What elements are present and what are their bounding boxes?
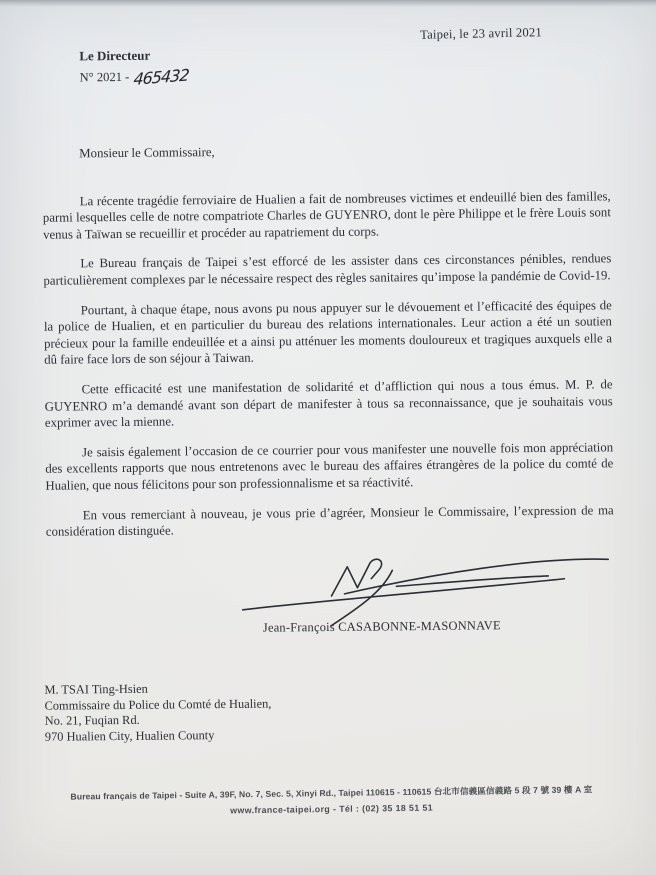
- footer: [23, 783, 639, 819]
- paragraph: Cette efficacité est une manifestation de solidarité et d’affliction qui nous a tous émus. M. P. de GUYENRO m’a demandé avant son départ de manifester à tous sa reconnaissance, que je souhaitais vous exprimer avec la mienne.: [44, 377, 613, 430]
- photo-top-edge: [0, 0, 656, 7]
- reference-number: [79, 65, 190, 89]
- recipient-line: No. 21, Fuqian Rd.: [44, 713, 140, 728]
- reference-prefix: N° 2021 -: [79, 69, 130, 85]
- recipient-line: Commissaire du Police du Comté de Hualien,: [44, 696, 272, 713]
- paragraph: Le Bureau français de Taipei s’est efforcé de les assister dans ces circonstances pénibles, rendues particulièrement complexes par le nécessaire respect des règles sanitaires qu’impose la pandémie de Covid-19.: [43, 251, 612, 288]
- signature-name: Jean-François CASABONNE-MASONNAVE: [262, 618, 501, 635]
- sender-title: Le Directeur: [79, 47, 151, 64]
- paragraph: Pourtant, à chaque étape, nous avons pu nous appuyer sur le dévouement et l’efficacité des équipes de la police de Hualien, et en particulier du bureau des relations internationales. Leur action a été un soutien précieux pour la famille endeuillée et a ainsi pu atténuer les moments douloureux et tragiques auxquels elle a dû faire face lors de son séjour à Taiwan.: [43, 297, 613, 368]
- salutation: Monsieur le Commissaire,: [79, 145, 215, 161]
- letter-body: [42, 140, 614, 553]
- recipient-line: M. TSAI Ting-Hsien: [44, 681, 148, 697]
- footer-address: Bureau français de Taipei - Suite A, 39F, No. 7, Sec. 5, Xinyi Rd., Taipei 110615 - 110615 台北市信義區信義路 5 段 7 號 39 樓 A 室: [70, 784, 593, 802]
- paragraph: En vous remerciant à nouveau, je vous prie d’agréer, Monsieur le Commissaire, l’expression de ma considération distinguée.: [45, 502, 614, 539]
- date-line: Taipei, le 23 avril 2021: [419, 25, 543, 42]
- paragraph: Je saisis également l’occasion de ce courrier pour vous manifester une nouvelle fois mon appréciation des excellents rapports que nous entretenons avec le bureau des affaires étrangères de la police du comté de Hualien, que nous félicitons pour son professionnalisme et sa réactivité.: [45, 439, 614, 493]
- reference-number-handwritten: 465432: [132, 65, 190, 89]
- recipient-block: [44, 681, 271, 746]
- recipient-line: 970 Hualien City, Hualien County: [44, 727, 215, 744]
- paragraph: La récente tragédie ferroviaire de Hualien a fait de nombreuses victimes et endeuillé bien des familles, parmi lesquelles celle de notre compatriote Charles de GUYENRO, dont le père Philippe et le frère Louis sont venus à Taïwan se recueillir et procéder au rapatriement du corps.: [42, 188, 611, 242]
- footer-contact: www.france-taipei.org - Tél : (02) 35 18 51 51: [230, 802, 434, 816]
